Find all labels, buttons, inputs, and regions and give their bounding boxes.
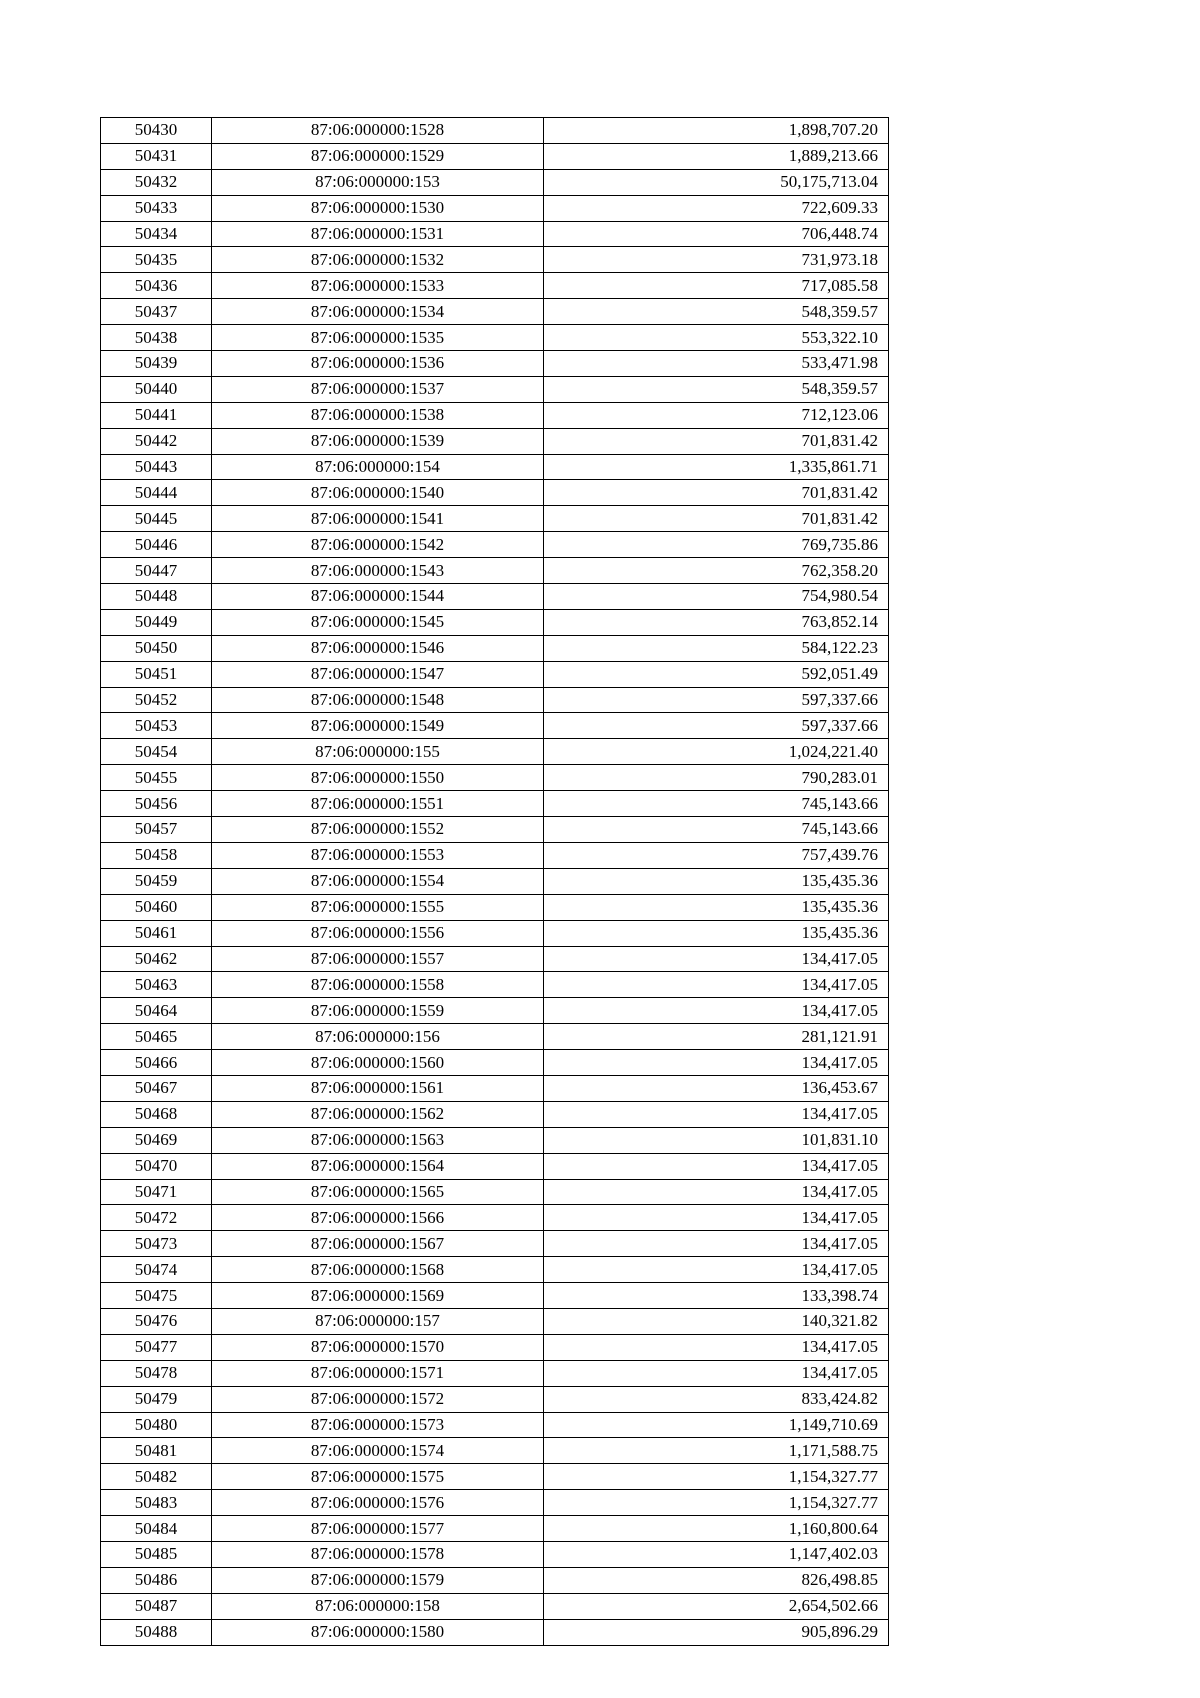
cadastral-number-cell: 87:06:000000:1579 <box>212 1567 544 1593</box>
table-row <box>101 1153 889 1179</box>
cadastral-number-cell: 87:06:000000:1529 <box>212 143 544 169</box>
value-cell: 701,831.42 <box>544 428 889 454</box>
value-cell: 548,359.57 <box>544 299 889 325</box>
cadastral-number-cell: 87:06:000000:1536 <box>212 351 544 377</box>
value-cell: 754,980.54 <box>544 584 889 610</box>
cadastral-number-cell: 87:06:000000:1557 <box>212 946 544 972</box>
value-cell: 769,735.86 <box>544 532 889 558</box>
row-id-cell: 50476 <box>101 1308 212 1334</box>
row-id-cell: 50464 <box>101 998 212 1024</box>
cadastral-number-cell: 87:06:000000:1546 <box>212 635 544 661</box>
table-row <box>101 325 889 351</box>
cadastral-number-cell: 87:06:000000:155 <box>212 739 544 765</box>
cadastral-number-cell: 87:06:000000:1547 <box>212 661 544 687</box>
table-row <box>101 376 889 402</box>
row-id-cell: 50450 <box>101 635 212 661</box>
table-row <box>101 1075 889 1101</box>
table-row <box>101 558 889 584</box>
row-id-cell: 50449 <box>101 609 212 635</box>
row-id-cell: 50473 <box>101 1231 212 1257</box>
value-cell: 134,417.05 <box>544 1257 889 1283</box>
table-row <box>101 532 889 558</box>
value-cell: 136,453.67 <box>544 1075 889 1101</box>
table-row <box>101 351 889 377</box>
table-row <box>101 402 889 428</box>
cadastral-number-cell: 87:06:000000:1577 <box>212 1516 544 1542</box>
value-cell: 133,398.74 <box>544 1283 889 1309</box>
cadastral-number-cell: 87:06:000000:1564 <box>212 1153 544 1179</box>
value-cell: 757,439.76 <box>544 842 889 868</box>
row-id-cell: 50435 <box>101 247 212 273</box>
table-row <box>101 1050 889 1076</box>
table-row <box>101 454 889 480</box>
row-id-cell: 50470 <box>101 1153 212 1179</box>
table-row <box>101 635 889 661</box>
table-row <box>101 739 889 765</box>
cadastral-number-cell: 87:06:000000:1545 <box>212 609 544 635</box>
cadastral-number-cell: 87:06:000000:1541 <box>212 506 544 532</box>
cadastral-number-cell: 87:06:000000:1555 <box>212 894 544 920</box>
row-id-cell: 50439 <box>101 351 212 377</box>
row-id-cell: 50452 <box>101 687 212 713</box>
cadastral-number-cell: 87:06:000000:1561 <box>212 1075 544 1101</box>
cadastral-number-cell: 87:06:000000:1559 <box>212 998 544 1024</box>
row-id-cell: 50487 <box>101 1593 212 1619</box>
table-row <box>101 169 889 195</box>
value-cell: 597,337.66 <box>544 687 889 713</box>
value-cell: 701,831.42 <box>544 506 889 532</box>
table-row <box>101 1334 889 1360</box>
value-cell: 584,122.23 <box>544 635 889 661</box>
row-id-cell: 50438 <box>101 325 212 351</box>
cadastral-number-cell: 87:06:000000:1580 <box>212 1619 544 1645</box>
table-row <box>101 1516 889 1542</box>
cadastral-number-cell: 87:06:000000:1568 <box>212 1257 544 1283</box>
value-cell: 1,160,800.64 <box>544 1516 889 1542</box>
table-row <box>101 1619 889 1645</box>
row-id-cell: 50456 <box>101 791 212 817</box>
row-id-cell: 50442 <box>101 428 212 454</box>
value-cell: 533,471.98 <box>544 351 889 377</box>
row-id-cell: 50433 <box>101 195 212 221</box>
table-row <box>101 1127 889 1153</box>
row-id-cell: 50432 <box>101 169 212 195</box>
value-cell: 553,322.10 <box>544 325 889 351</box>
row-id-cell: 50436 <box>101 273 212 299</box>
row-id-cell: 50445 <box>101 506 212 532</box>
table-row <box>101 765 889 791</box>
row-id-cell: 50446 <box>101 532 212 558</box>
value-cell: 134,417.05 <box>544 1179 889 1205</box>
table-row <box>101 1593 889 1619</box>
table-row <box>101 1205 889 1231</box>
value-cell: 134,417.05 <box>544 998 889 1024</box>
table-body <box>101 118 889 1646</box>
value-cell: 1,889,213.66 <box>544 143 889 169</box>
table-row <box>101 1464 889 1490</box>
table-row <box>101 998 889 1024</box>
table-row <box>101 1101 889 1127</box>
value-cell: 762,358.20 <box>544 558 889 584</box>
cadastral-number-cell: 87:06:000000:1552 <box>212 817 544 843</box>
cadastral-number-cell: 87:06:000000:1560 <box>212 1050 544 1076</box>
row-id-cell: 50460 <box>101 894 212 920</box>
row-id-cell: 50475 <box>101 1283 212 1309</box>
row-id-cell: 50469 <box>101 1127 212 1153</box>
value-cell: 731,973.18 <box>544 247 889 273</box>
row-id-cell: 50486 <box>101 1567 212 1593</box>
cadastral-number-cell: 87:06:000000:1563 <box>212 1127 544 1153</box>
value-cell: 1,154,327.77 <box>544 1464 889 1490</box>
value-cell: 722,609.33 <box>544 195 889 221</box>
table-row <box>101 480 889 506</box>
row-id-cell: 50451 <box>101 661 212 687</box>
table-row <box>101 1360 889 1386</box>
cadastral-number-cell: 87:06:000000:1540 <box>212 480 544 506</box>
value-cell: 140,321.82 <box>544 1308 889 1334</box>
table-row <box>101 1257 889 1283</box>
table-row <box>101 221 889 247</box>
cadastral-number-cell: 87:06:000000:1549 <box>212 713 544 739</box>
cadastral-number-cell: 87:06:000000:1572 <box>212 1386 544 1412</box>
row-id-cell: 50448 <box>101 584 212 610</box>
cadastral-number-cell: 87:06:000000:156 <box>212 1024 544 1050</box>
value-cell: 135,435.36 <box>544 868 889 894</box>
row-id-cell: 50453 <box>101 713 212 739</box>
value-cell: 134,417.05 <box>544 1334 889 1360</box>
cadastral-number-cell: 87:06:000000:153 <box>212 169 544 195</box>
row-id-cell: 50430 <box>101 118 212 144</box>
value-cell: 905,896.29 <box>544 1619 889 1645</box>
row-id-cell: 50480 <box>101 1412 212 1438</box>
table-row <box>101 1179 889 1205</box>
cadastral-number-cell: 87:06:000000:1556 <box>212 920 544 946</box>
row-id-cell: 50443 <box>101 454 212 480</box>
cadastral-number-cell: 87:06:000000:1530 <box>212 195 544 221</box>
table-row <box>101 972 889 998</box>
cadastral-number-cell: 87:06:000000:157 <box>212 1308 544 1334</box>
cadastral-number-cell: 87:06:000000:1554 <box>212 868 544 894</box>
table-row <box>101 920 889 946</box>
cadastral-number-cell: 87:06:000000:1531 <box>212 221 544 247</box>
cadastral-number-cell: 87:06:000000:1551 <box>212 791 544 817</box>
cadastral-number-cell: 87:06:000000:1578 <box>212 1541 544 1567</box>
value-cell: 101,831.10 <box>544 1127 889 1153</box>
table-row <box>101 273 889 299</box>
cadastral-number-cell: 87:06:000000:1532 <box>212 247 544 273</box>
row-id-cell: 50458 <box>101 842 212 868</box>
value-cell: 706,448.74 <box>544 221 889 247</box>
table-row <box>101 609 889 635</box>
value-cell: 701,831.42 <box>544 480 889 506</box>
cadastral-number-cell: 87:06:000000:1553 <box>212 842 544 868</box>
cadastral-number-cell: 87:06:000000:1575 <box>212 1464 544 1490</box>
row-id-cell: 50467 <box>101 1075 212 1101</box>
cadastral-number-cell: 87:06:000000:1533 <box>212 273 544 299</box>
table-row <box>101 661 889 687</box>
table-row <box>101 713 889 739</box>
cadastral-number-cell: 87:06:000000:1576 <box>212 1490 544 1516</box>
cadastral-number-cell: 87:06:000000:1534 <box>212 299 544 325</box>
value-cell: 1,335,861.71 <box>544 454 889 480</box>
table-row <box>101 868 889 894</box>
cadastral-number-cell: 87:06:000000:154 <box>212 454 544 480</box>
table-row <box>101 946 889 972</box>
value-cell: 745,143.66 <box>544 791 889 817</box>
row-id-cell: 50483 <box>101 1490 212 1516</box>
value-cell: 712,123.06 <box>544 402 889 428</box>
cadastral-number-cell: 87:06:000000:1566 <box>212 1205 544 1231</box>
value-cell: 1,898,707.20 <box>544 118 889 144</box>
value-cell: 134,417.05 <box>544 1101 889 1127</box>
cadastral-number-cell: 87:06:000000:1537 <box>212 376 544 402</box>
cadastral-number-cell: 87:06:000000:1558 <box>212 972 544 998</box>
value-cell: 281,121.91 <box>544 1024 889 1050</box>
row-id-cell: 50474 <box>101 1257 212 1283</box>
row-id-cell: 50479 <box>101 1386 212 1412</box>
table-row <box>101 247 889 273</box>
cadastral-number-cell: 87:06:000000:1573 <box>212 1412 544 1438</box>
row-id-cell: 50462 <box>101 946 212 972</box>
row-id-cell: 50481 <box>101 1438 212 1464</box>
cadastral-number-cell: 87:06:000000:1574 <box>212 1438 544 1464</box>
row-id-cell: 50463 <box>101 972 212 998</box>
cadastral-number-cell: 87:06:000000:1571 <box>212 1360 544 1386</box>
row-id-cell: 50466 <box>101 1050 212 1076</box>
cadastral-number-cell: 87:06:000000:1538 <box>212 402 544 428</box>
value-cell: 134,417.05 <box>544 1153 889 1179</box>
table-row <box>101 195 889 221</box>
cadastral-number-cell: 87:06:000000:1535 <box>212 325 544 351</box>
cadastral-number-cell: 87:06:000000:1548 <box>212 687 544 713</box>
table-row <box>101 118 889 144</box>
row-id-cell: 50485 <box>101 1541 212 1567</box>
row-id-cell: 50455 <box>101 765 212 791</box>
row-id-cell: 50441 <box>101 402 212 428</box>
table-row <box>101 1438 889 1464</box>
row-id-cell: 50468 <box>101 1101 212 1127</box>
table-row <box>101 1283 889 1309</box>
table-row <box>101 299 889 325</box>
table-row <box>101 1231 889 1257</box>
value-cell: 833,424.82 <box>544 1386 889 1412</box>
value-cell: 763,852.14 <box>544 609 889 635</box>
value-cell: 717,085.58 <box>544 273 889 299</box>
table-row <box>101 506 889 532</box>
table-row <box>101 1541 889 1567</box>
row-id-cell: 50459 <box>101 868 212 894</box>
row-id-cell: 50457 <box>101 817 212 843</box>
value-cell: 1,154,327.77 <box>544 1490 889 1516</box>
row-id-cell: 50477 <box>101 1334 212 1360</box>
cadastral-number-cell: 87:06:000000:1544 <box>212 584 544 610</box>
row-id-cell: 50488 <box>101 1619 212 1645</box>
value-cell: 790,283.01 <box>544 765 889 791</box>
data-table <box>100 117 889 1646</box>
value-cell: 50,175,713.04 <box>544 169 889 195</box>
cadastral-number-cell: 87:06:000000:1539 <box>212 428 544 454</box>
row-id-cell: 50434 <box>101 221 212 247</box>
table-row <box>101 687 889 713</box>
value-cell: 597,337.66 <box>544 713 889 739</box>
table-row <box>101 1490 889 1516</box>
value-cell: 135,435.36 <box>544 920 889 946</box>
table-row <box>101 1567 889 1593</box>
cadastral-number-cell: 87:06:000000:1562 <box>212 1101 544 1127</box>
value-cell: 1,149,710.69 <box>544 1412 889 1438</box>
value-cell: 134,417.05 <box>544 972 889 998</box>
row-id-cell: 50472 <box>101 1205 212 1231</box>
cadastral-number-cell: 87:06:000000:1567 <box>212 1231 544 1257</box>
row-id-cell: 50478 <box>101 1360 212 1386</box>
value-cell: 134,417.05 <box>544 1231 889 1257</box>
value-cell: 1,147,402.03 <box>544 1541 889 1567</box>
table-row <box>101 428 889 454</box>
value-cell: 2,654,502.66 <box>544 1593 889 1619</box>
value-cell: 548,359.57 <box>544 376 889 402</box>
cadastral-number-cell: 87:06:000000:1543 <box>212 558 544 584</box>
cadastral-number-cell: 87:06:000000:158 <box>212 1593 544 1619</box>
table-row <box>101 143 889 169</box>
row-id-cell: 50431 <box>101 143 212 169</box>
table-row <box>101 1308 889 1334</box>
cadastral-number-cell: 87:06:000000:1528 <box>212 118 544 144</box>
table-row <box>101 1386 889 1412</box>
row-id-cell: 50454 <box>101 739 212 765</box>
row-id-cell: 50484 <box>101 1516 212 1542</box>
value-cell: 826,498.85 <box>544 1567 889 1593</box>
value-cell: 135,435.36 <box>544 894 889 920</box>
row-id-cell: 50465 <box>101 1024 212 1050</box>
table-row <box>101 817 889 843</box>
table-row <box>101 1412 889 1438</box>
table-row <box>101 894 889 920</box>
value-cell: 592,051.49 <box>544 661 889 687</box>
table-row <box>101 842 889 868</box>
table-row <box>101 791 889 817</box>
row-id-cell: 50437 <box>101 299 212 325</box>
value-cell: 134,417.05 <box>544 1360 889 1386</box>
row-id-cell: 50482 <box>101 1464 212 1490</box>
value-cell: 134,417.05 <box>544 1205 889 1231</box>
table-row <box>101 584 889 610</box>
row-id-cell: 50444 <box>101 480 212 506</box>
row-id-cell: 50447 <box>101 558 212 584</box>
cadastral-number-cell: 87:06:000000:1565 <box>212 1179 544 1205</box>
value-cell: 1,024,221.40 <box>544 739 889 765</box>
cadastral-number-cell: 87:06:000000:1542 <box>212 532 544 558</box>
value-cell: 745,143.66 <box>544 817 889 843</box>
value-cell: 134,417.05 <box>544 946 889 972</box>
row-id-cell: 50440 <box>101 376 212 402</box>
table-row <box>101 1024 889 1050</box>
cadastral-number-cell: 87:06:000000:1550 <box>212 765 544 791</box>
cadastral-number-cell: 87:06:000000:1569 <box>212 1283 544 1309</box>
value-cell: 1,171,588.75 <box>544 1438 889 1464</box>
row-id-cell: 50471 <box>101 1179 212 1205</box>
cadastral-number-cell: 87:06:000000:1570 <box>212 1334 544 1360</box>
value-cell: 134,417.05 <box>544 1050 889 1076</box>
row-id-cell: 50461 <box>101 920 212 946</box>
